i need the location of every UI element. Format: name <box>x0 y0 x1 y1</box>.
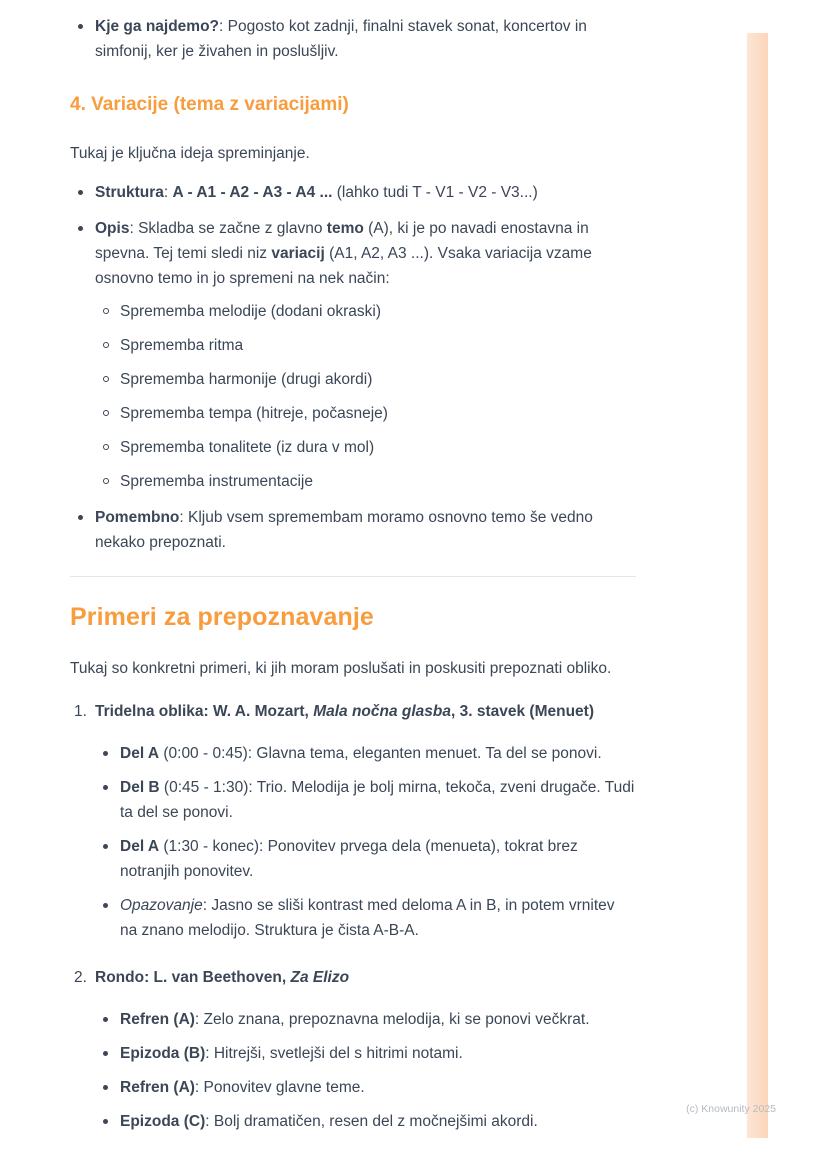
list-item <box>95 505 636 555</box>
list-item <box>95 216 636 494</box>
document-content <box>70 0 636 1156</box>
sub-list-item: Sprememba tonalitete (iz dura v mol) <box>120 435 636 460</box>
section-heading-examples: Primeri za prepoznavanje <box>70 603 374 631</box>
numbered-item-mozart <box>95 699 636 943</box>
sub-list-item: Sprememba tempa (hitreje, počasneje) <box>120 401 636 426</box>
rich-text: Del B (0:45 - 1:30): Trio. Melodija je bolj mirna, tekoča, zveni drugače. Tudi ta del se ponovi. <box>120 779 635 821</box>
rich-text: Opis: Skladba se začne z glavno temo (A), ki je po navadi enostavna in spevna. Tej temi sledi niz variacij (A1, A2, A3 ...). Vsaka variacija vzame osnovno temo in jo spremeni na nek način: <box>95 220 592 287</box>
sub-list-item: Sprememba melodije (dodani okraski) <box>120 299 636 324</box>
rich-text: Struktura: A - A1 - A2 - A3 - A4 ... (lahko tudi T - V1 - V2 - V3...) <box>95 184 538 201</box>
rich-text: Opazovanje: Jasno se sliši kontrast med deloma A in B, in potem vrnitev na znano melodijo. Struktura je čista A-B-A. <box>120 897 615 939</box>
list-item <box>95 180 636 205</box>
rich-text: Epizoda (B): Hitrejši, svetlejši del s hitrimi notami. <box>120 1045 463 1062</box>
list-item <box>120 775 636 825</box>
bullet-list-rondo-notes <box>70 14 636 64</box>
section-heading-variations: 4. Variacije (tema z variacijami) <box>70 94 349 115</box>
numbered-list-examples <box>70 699 636 1134</box>
paragraph-examples-intro: Tukaj so konkretni primeri, ki jih moram poslušati in poskusiti prepoznati obliko. <box>70 660 612 677</box>
list-item <box>120 1007 636 1032</box>
list-item <box>120 1075 636 1100</box>
list-item <box>120 1041 636 1066</box>
rich-text: Del A (0:00 - 0:45): Glavna tema, eleganten menuet. Ta del se ponovi. <box>120 745 602 762</box>
rich-text: Refren (A): Ponovitev glavne teme. <box>120 1079 365 1096</box>
rich-text: Pomembno: Kljub vsem spremembam moramo osnovno temo še vedno nekako prepoznati. <box>95 509 593 551</box>
list-item <box>120 834 636 884</box>
sub-list-item: Sprememba instrumentacije <box>120 469 636 494</box>
bullet-list-mozart-parts <box>95 741 636 943</box>
rich-text: Kje ga najdemo?: Pogosto kot zadnji, finalni stavek sonat, koncertov in simfonij, ker je živahen in poslušljiv. <box>95 18 587 60</box>
section-divider <box>70 576 636 577</box>
bullet-list-variations <box>70 180 636 555</box>
rich-text: Epizoda (C): Bolj dramatičen, resen del z močnejšimi akordi. <box>120 1113 538 1130</box>
sub-list-item: Sprememba harmonije (drugi akordi) <box>120 367 636 392</box>
rich-text: Refren (A): Zelo znana, prepoznavna melodija, ki se ponovi večkrat. <box>120 1011 590 1028</box>
list-item <box>120 893 636 943</box>
copyright-text: (c) Knowunity 2025 <box>686 1103 776 1115</box>
sub-list-item: Sprememba ritma <box>120 333 636 358</box>
page-edge-stripe <box>747 33 768 1138</box>
rich-text: Del A (1:30 - konec): Ponovitev prvega dela (menueta), tokrat brez notranjih ponovitev. <box>120 838 578 880</box>
rich-text: Tridelna oblika: W. A. Mozart, Mala nočna glasba, 3. stavek (Menuet) <box>95 703 595 720</box>
list-item <box>95 14 636 64</box>
rich-text: Rondo: L. van Beethoven, Za Elizo <box>95 969 350 986</box>
sub-bullet-list-changes <box>95 299 636 494</box>
list-item <box>120 741 636 766</box>
paragraph-variations-intro: Tukaj je ključna ideja spreminjanje. <box>70 145 310 162</box>
